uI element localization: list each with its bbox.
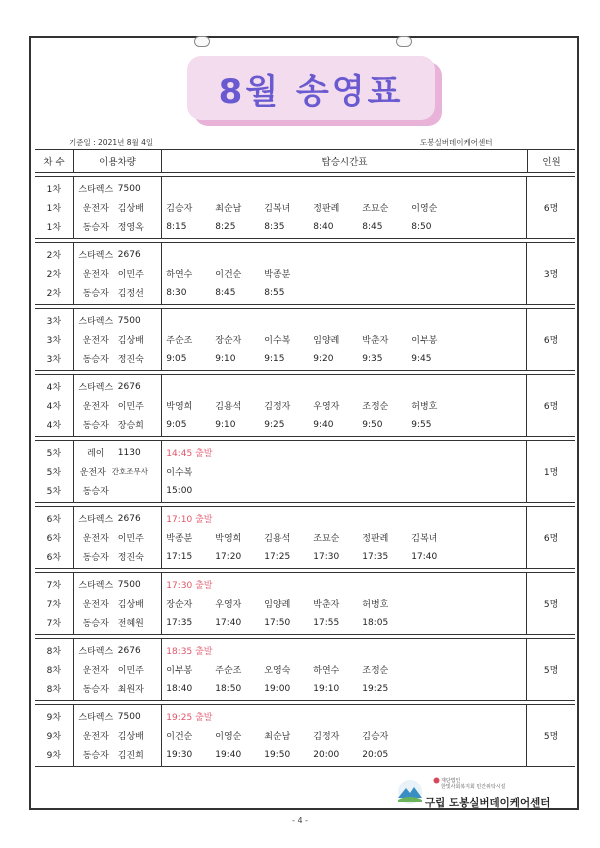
vehicle-number: 7500 — [117, 711, 141, 722]
companion-name: 최원자 — [117, 685, 144, 695]
driver-name: 김상배 — [117, 732, 144, 742]
pickup-time: 17:25 — [264, 551, 291, 562]
pickup-time: 9:05 — [166, 419, 187, 430]
round-label-column — [35, 507, 73, 568]
pickup-time: 17:50 — [264, 617, 291, 628]
passenger-name: 최순남 — [264, 732, 291, 742]
passenger-count: 6명 — [526, 177, 575, 238]
companion-name: 장승희 — [117, 421, 144, 431]
vehicle-line — [74, 415, 162, 434]
vehicle-column — [73, 507, 162, 568]
page-title: 8월 송영표 — [218, 71, 404, 112]
passenger-name: 김정자 — [264, 402, 291, 412]
vehicle-name: 스타렉스 — [78, 317, 114, 327]
passenger-name: 허병호 — [411, 402, 438, 412]
pickup-time: 9:10 — [215, 419, 236, 430]
passenger-name: 허병호 — [362, 600, 389, 610]
round-number: 1차 — [46, 185, 62, 195]
vehicle-line — [74, 660, 162, 679]
time-line — [162, 613, 526, 632]
driver-name: 이민주 — [117, 666, 144, 676]
passenger-count: 5명 — [526, 573, 575, 634]
round-number: 7차 — [46, 581, 62, 591]
round-number: 1차 — [46, 223, 62, 233]
vehicle-line — [74, 547, 162, 566]
companion-role: 동승자 — [82, 421, 109, 431]
passenger-name: 김정자 — [313, 732, 340, 742]
round-number: 6차 — [46, 515, 62, 525]
time-line — [162, 217, 526, 236]
driver-name: 김상배 — [117, 600, 144, 610]
vehicle-number: 2676 — [117, 381, 141, 392]
vehicle-line — [74, 641, 162, 660]
passenger-line — [162, 594, 526, 613]
round-number: 7차 — [46, 600, 62, 610]
timetable-column — [161, 375, 526, 436]
vehicle-line — [74, 264, 162, 283]
vehicle-name: 스타렉스 — [78, 581, 114, 591]
round-number: 6차 — [46, 534, 62, 544]
departure-line — [162, 575, 526, 594]
passenger-name: 우영자 — [215, 600, 242, 610]
passenger-name: 이부봉 — [411, 336, 438, 346]
pickup-time: 17:30 — [313, 551, 340, 562]
header-timetable: 탑승시간표 — [161, 150, 527, 172]
round-number: 9차 — [46, 751, 62, 761]
vehicle-line — [74, 613, 162, 632]
passenger-line — [162, 330, 526, 349]
time-line — [162, 283, 526, 302]
companion-name: 정영옥 — [117, 223, 144, 233]
passenger-name: 임양례 — [313, 336, 340, 346]
pickup-time: 9:40 — [313, 419, 334, 430]
pickup-time: 20:00 — [313, 749, 340, 760]
passenger-count: 6명 — [526, 507, 575, 568]
passenger-name: 박영희 — [215, 534, 242, 544]
pickup-time: 9:55 — [411, 419, 432, 430]
companion-role: 동승자 — [82, 289, 109, 299]
vehicle-line — [74, 349, 162, 368]
vehicle-line — [74, 330, 162, 349]
vehicle-number: 7500 — [117, 315, 141, 326]
pickup-time: 15:00 — [166, 485, 193, 496]
driver-name: 간호조무사 — [111, 467, 149, 476]
header-round: 차 수 — [43, 157, 65, 168]
pickup-time: 17:40 — [215, 617, 242, 628]
round-label-column — [35, 243, 73, 304]
vehicle-line — [74, 528, 162, 547]
vehicle-line — [74, 707, 162, 726]
departure-line — [162, 245, 526, 264]
departure-time: 17:30 출발 — [166, 581, 213, 591]
round-label-column — [35, 573, 73, 634]
pickup-time: 19:00 — [264, 683, 291, 694]
driver-role: 운전자 — [82, 600, 109, 610]
vehicle-column — [73, 177, 162, 238]
vehicle-line — [74, 283, 162, 302]
driver-role: 운전자 — [82, 732, 109, 742]
pickup-time: 8:45 — [362, 221, 383, 232]
pickup-time: 19:40 — [215, 749, 242, 760]
round-section — [35, 704, 575, 767]
passenger-name: 주순조 — [166, 336, 193, 346]
vehicle-number: 1130 — [117, 447, 141, 458]
round-number: 2차 — [46, 251, 62, 261]
round-section — [35, 374, 575, 437]
vehicle-name: 스타렉스 — [78, 515, 114, 525]
passenger-line — [162, 528, 526, 547]
pickup-time: 8:45 — [215, 287, 236, 298]
round-section — [35, 308, 575, 371]
logo-org-line2: 한빛사회복지회 민간위탁시설 — [441, 784, 506, 790]
passenger-name: 우영자 — [313, 402, 340, 412]
time-line — [162, 679, 526, 698]
vehicle-line — [74, 509, 162, 528]
round-label-column — [35, 639, 73, 700]
vehicle-number: 2676 — [117, 645, 141, 656]
passenger-name: 최순남 — [215, 204, 242, 214]
passenger-name: 오영숙 — [264, 666, 291, 676]
passenger-name: 박종분 — [166, 534, 193, 544]
round-number: 2차 — [46, 270, 62, 280]
round-number: 6차 — [46, 553, 62, 563]
pickup-time: 19:50 — [264, 749, 291, 760]
passenger-name: 조정순 — [362, 666, 389, 676]
pickup-time: 17:15 — [166, 551, 193, 562]
driver-role: 운전자 — [82, 336, 109, 346]
pickup-time: 20:05 — [362, 749, 389, 760]
departure-line — [162, 311, 526, 330]
round-section — [35, 638, 575, 701]
passenger-count: 5명 — [526, 705, 575, 766]
timetable-column — [161, 507, 526, 568]
vehicle-line — [74, 745, 162, 764]
round-number: 4차 — [46, 421, 62, 431]
passenger-name: 김복녀 — [264, 204, 291, 214]
vehicle-name: 레이 — [87, 449, 105, 459]
page-number: - 4 - — [292, 816, 308, 825]
departure-line — [162, 179, 526, 198]
logo-org — [441, 778, 505, 790]
vehicle-line — [74, 245, 162, 264]
binder-ring-right — [396, 36, 412, 47]
pickup-time: 17:40 — [411, 551, 438, 562]
passenger-name: 김용석 — [215, 402, 242, 412]
round-number: 5차 — [46, 487, 62, 497]
pickup-time: 9:15 — [264, 353, 285, 364]
pickup-time: 18:50 — [215, 683, 242, 694]
time-line — [162, 415, 526, 434]
driver-role: 운전자 — [82, 534, 109, 544]
pickup-time: 19:25 — [362, 683, 389, 694]
title-box — [187, 56, 435, 120]
vehicle-number: 7500 — [117, 579, 141, 590]
passenger-line — [162, 660, 526, 679]
vehicle-line — [74, 462, 162, 481]
companion-role: 동승자 — [82, 355, 109, 365]
passenger-name: 박영희 — [166, 402, 193, 412]
driver-name: 이민주 — [117, 402, 144, 412]
round-label-column — [35, 177, 73, 238]
passenger-name: 장순자 — [166, 600, 193, 610]
timetable-column — [161, 243, 526, 304]
center-logo — [397, 776, 577, 810]
pickup-time: 8:15 — [166, 221, 187, 232]
departure-line — [162, 509, 526, 528]
vehicle-column — [73, 309, 162, 370]
vehicle-line — [74, 198, 162, 217]
passenger-line — [162, 462, 526, 481]
passenger-name: 이부봉 — [166, 666, 193, 676]
passenger-count: 1명 — [526, 441, 575, 502]
vehicle-number: 2676 — [117, 249, 141, 260]
round-number: 1차 — [46, 204, 62, 214]
departure-time: 17:10 출발 — [166, 515, 213, 525]
companion-name: 김진희 — [117, 751, 144, 761]
pickup-time: 8:30 — [166, 287, 187, 298]
companion-name: 전혜원 — [117, 619, 144, 629]
driver-role: 운전자 — [82, 666, 109, 676]
departure-line — [162, 377, 526, 396]
driver-role: 운전자 — [82, 402, 109, 412]
passenger-name: 이수복 — [264, 336, 291, 346]
passenger-name: 김용석 — [264, 534, 291, 544]
round-number: 8차 — [46, 647, 62, 657]
timetable-column — [161, 309, 526, 370]
passenger-name: 주순조 — [215, 666, 242, 676]
pickup-time: 9:50 — [362, 419, 383, 430]
vehicle-line — [74, 679, 162, 698]
round-number: 8차 — [46, 685, 62, 695]
round-number: 9차 — [46, 732, 62, 742]
vehicle-line — [74, 377, 162, 396]
logo-org-line1: 재단법인 — [441, 778, 461, 784]
vehicle-name: 스타렉스 — [78, 185, 114, 195]
vehicle-column — [73, 375, 162, 436]
pickup-time: 17:20 — [215, 551, 242, 562]
round-number: 3차 — [46, 317, 62, 327]
timetable-column — [161, 177, 526, 238]
passenger-name: 임양례 — [264, 600, 291, 610]
pickup-time: 9:05 — [166, 353, 187, 364]
time-line — [162, 349, 526, 368]
round-number: 9차 — [46, 713, 62, 723]
logo-center-name: 구립 도봉실버데이케어센터 — [425, 797, 551, 809]
round-number: 5차 — [46, 468, 62, 478]
header-vehicle: 이용차량 — [73, 150, 161, 172]
departure-line — [162, 443, 526, 462]
vehicle-name: 스타렉스 — [78, 713, 114, 723]
vehicle-column — [73, 243, 162, 304]
round-number: 3차 — [46, 336, 62, 346]
companion-role: 동승자 — [82, 223, 109, 233]
time-line — [162, 745, 526, 764]
passenger-line — [162, 198, 526, 217]
driver-name: 이민주 — [117, 534, 144, 544]
passenger-line — [162, 264, 526, 283]
driver-name: 김상배 — [117, 204, 144, 214]
round-number: 5차 — [46, 449, 62, 459]
departure-line — [162, 707, 526, 726]
vehicle-column — [73, 573, 162, 634]
vehicle-line — [74, 179, 162, 198]
vehicle-line — [74, 217, 162, 236]
round-number: 4차 — [46, 402, 62, 412]
companion-name: 김정선 — [117, 289, 144, 299]
round-number: 8차 — [46, 666, 62, 676]
pickup-time: 19:30 — [166, 749, 193, 760]
vehicle-column — [73, 441, 162, 502]
round-label-column — [35, 441, 73, 502]
pickup-time: 8:50 — [411, 221, 432, 232]
pickup-time: 9:45 — [411, 353, 432, 364]
passenger-name: 정판례 — [362, 534, 389, 544]
timetable-column — [161, 705, 526, 766]
passenger-count: 6명 — [526, 309, 575, 370]
passenger-count: 5명 — [526, 639, 575, 700]
departure-line — [162, 641, 526, 660]
round-number: 4차 — [46, 383, 62, 393]
passenger-name: 이건순 — [166, 732, 193, 742]
passenger-name: 박춘자 — [313, 600, 340, 610]
timetable-column — [161, 441, 526, 502]
pickup-time: 8:25 — [215, 221, 236, 232]
driver-role: 운전자 — [82, 270, 109, 280]
vehicle-name: 스타렉스 — [78, 647, 114, 657]
departure-time: 18:35 출발 — [166, 647, 213, 657]
companion-name: 정진숙 — [117, 355, 144, 365]
foundation-emblem-icon — [433, 777, 440, 784]
passenger-name: 조묘순 — [362, 204, 389, 214]
companion-role: 동승자 — [82, 619, 109, 629]
passenger-name: 조정순 — [362, 402, 389, 412]
mountain-logo-icon — [397, 780, 423, 804]
vehicle-line — [74, 396, 162, 415]
vehicle-line — [74, 726, 162, 745]
timetable-column — [161, 639, 526, 700]
vehicle-line — [74, 481, 162, 500]
time-line — [162, 481, 526, 500]
vehicle-number: 2676 — [117, 513, 141, 524]
passenger-name: 이건순 — [215, 270, 242, 280]
passenger-name: 박종분 — [264, 270, 291, 280]
round-number: 3차 — [46, 355, 62, 365]
driver-name: 이민주 — [117, 270, 144, 280]
passenger-name: 하연수 — [313, 666, 340, 676]
vehicle-line — [74, 575, 162, 594]
vehicle-name: 스타렉스 — [78, 251, 114, 261]
passenger-line — [162, 726, 526, 745]
table-header — [35, 149, 575, 173]
round-section — [35, 440, 575, 503]
schedule-table — [35, 149, 575, 767]
pickup-time: 9:20 — [313, 353, 334, 364]
round-section — [35, 572, 575, 635]
passenger-name: 이영순 — [215, 732, 242, 742]
pickup-time: 17:55 — [313, 617, 340, 628]
companion-role: 동승자 — [82, 685, 109, 695]
pickup-time: 9:10 — [215, 353, 236, 364]
round-label-column — [35, 705, 73, 766]
companion-role: 동승자 — [82, 553, 109, 563]
time-line — [162, 547, 526, 566]
vehicle-line — [74, 311, 162, 330]
pickup-time: 17:35 — [166, 617, 193, 628]
header-count: 인원 — [527, 150, 575, 172]
companion-role: 동승자 — [82, 487, 109, 497]
pickup-time: 8:55 — [264, 287, 285, 298]
vehicle-line — [74, 443, 162, 462]
driver-name: 김상배 — [117, 336, 144, 346]
passenger-name: 이영순 — [411, 204, 438, 214]
departure-time: 14:45 출발 — [166, 449, 213, 459]
schedule-sections — [35, 176, 575, 767]
vehicle-number: 7500 — [117, 183, 141, 194]
pickup-time: 17:35 — [362, 551, 389, 562]
companion-name: 정진숙 — [117, 553, 144, 563]
passenger-name: 장순자 — [215, 336, 242, 346]
departure-time: 19:25 출발 — [166, 713, 213, 723]
pickup-time: 18:05 — [362, 617, 389, 628]
companion-role: 동승자 — [82, 751, 109, 761]
pickup-time: 8:40 — [313, 221, 334, 232]
pickup-time: 8:35 — [264, 221, 285, 232]
round-number: 7차 — [46, 619, 62, 629]
pickup-time: 18:40 — [166, 683, 193, 694]
passenger-name: 조묘순 — [313, 534, 340, 544]
driver-role: 운전자 — [82, 204, 109, 214]
passenger-name: 이수복 — [166, 468, 193, 478]
pickup-time: 9:25 — [264, 419, 285, 430]
round-section — [35, 506, 575, 569]
pickup-time: 19:10 — [313, 683, 340, 694]
passenger-name: 하연수 — [166, 270, 193, 280]
vehicle-line — [74, 594, 162, 613]
timetable-column — [161, 573, 526, 634]
center-name: 도봉실버데이케어센터 — [420, 138, 493, 147]
passenger-name: 박춘자 — [362, 336, 389, 346]
passenger-name: 김복녀 — [411, 534, 438, 544]
round-label-column — [35, 375, 73, 436]
base-date: 기준일 : 2021년 8월 4일 — [69, 138, 154, 147]
passenger-line — [162, 396, 526, 415]
round-section — [35, 242, 575, 305]
round-number: 2차 — [46, 289, 62, 299]
pickup-time: 9:35 — [362, 353, 383, 364]
passenger-count: 6명 — [526, 375, 575, 436]
passenger-name: 김승자 — [362, 732, 389, 742]
vehicle-name: 스타렉스 — [78, 383, 114, 393]
passenger-name: 김승자 — [166, 204, 193, 214]
vehicle-column — [73, 639, 162, 700]
round-label-column — [35, 309, 73, 370]
driver-role: 운전자 — [79, 468, 106, 478]
round-section — [35, 176, 575, 239]
passenger-count: 3명 — [526, 243, 575, 304]
binder-ring-left — [194, 36, 210, 47]
passenger-name: 정판례 — [313, 204, 340, 214]
vehicle-column — [73, 705, 162, 766]
